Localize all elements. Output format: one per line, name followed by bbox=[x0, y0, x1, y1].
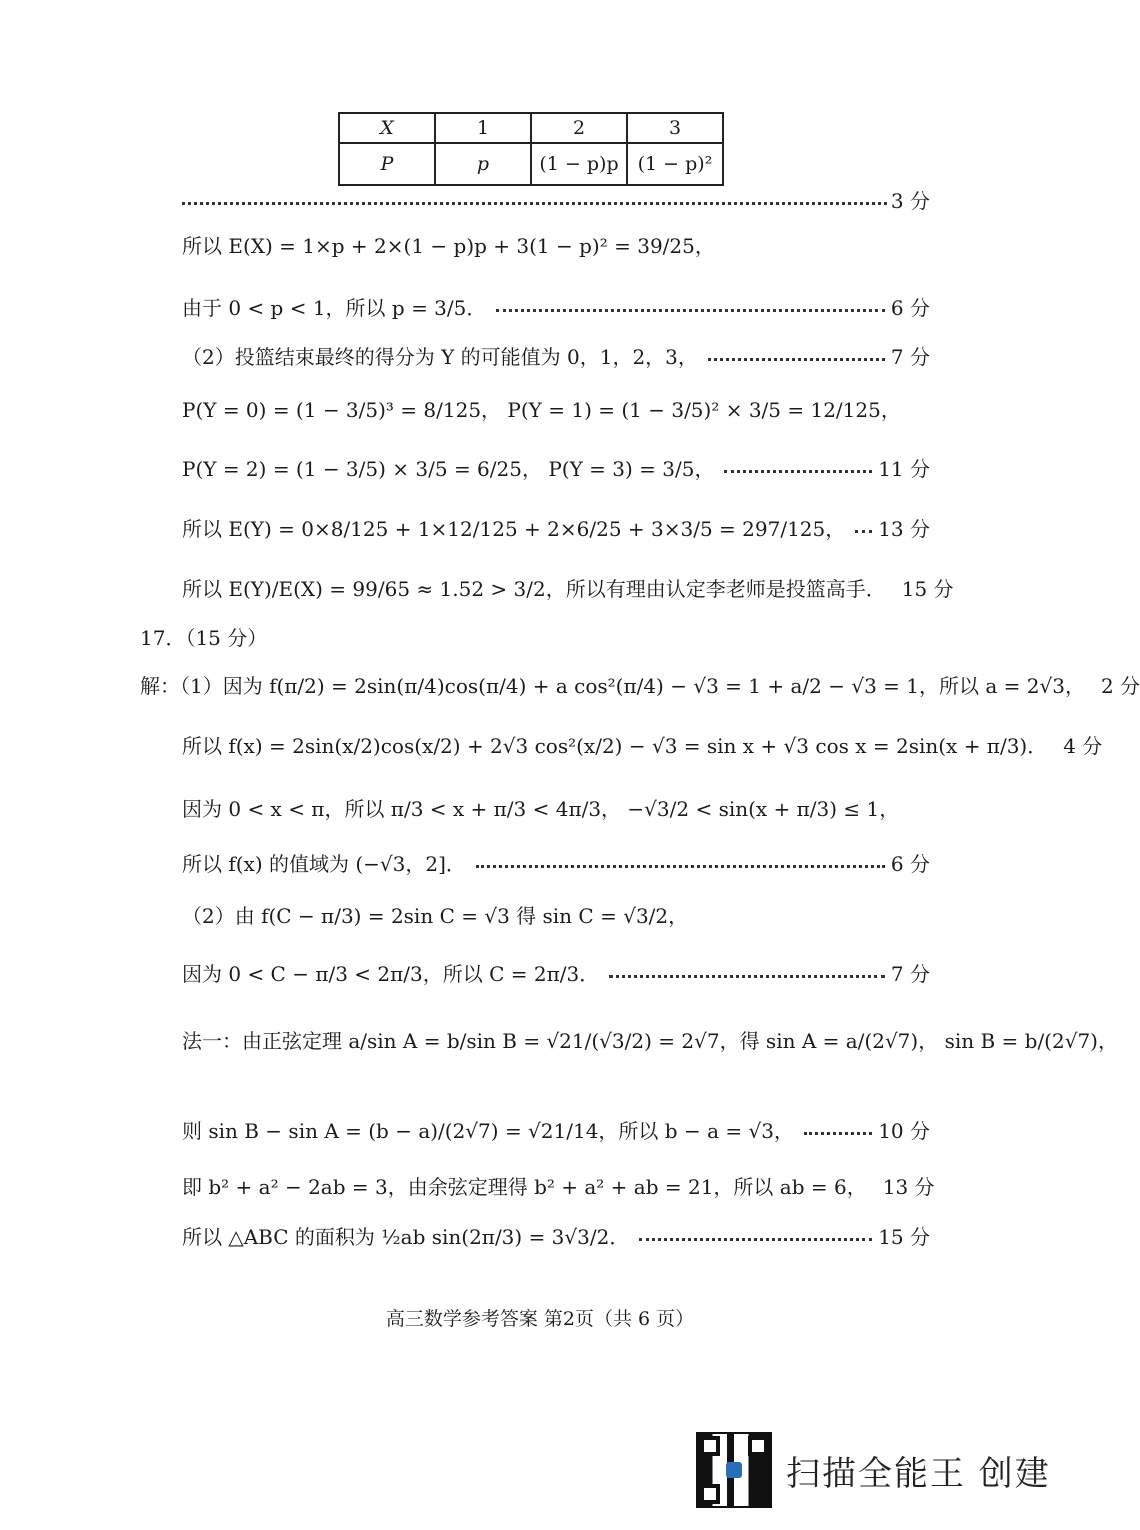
distribution-table bbox=[338, 112, 724, 186]
equation-text: （2）投篮结束最终的得分为 Y 的可能值为 0，1，2，3， bbox=[182, 344, 698, 369]
qr-code-icon bbox=[696, 1432, 772, 1508]
problem-heading bbox=[140, 612, 930, 660]
equation-text: 所以 f(x) = 2sin(x/2)cos(x/2) + 2√3 cos²(x/2) − √3 = sin x + √3 cos x = 2sin(x + π/3)． bbox=[182, 733, 1048, 758]
score: 3 分 bbox=[890, 188, 930, 213]
table-row bbox=[339, 143, 723, 185]
solution-line bbox=[182, 331, 930, 379]
equation-text: 由于 0 < p < 1，所以 p = 3/5． bbox=[182, 295, 487, 320]
leader-dots bbox=[609, 975, 885, 978]
solution-line bbox=[182, 948, 930, 996]
equation-text: 法一：由正弦定理 a/sin A = b/sin B = √21/(√3/2) = 2√7，得 sin A = a/(2√7)， sin B = b/(2√7)， bbox=[182, 1028, 1118, 1053]
leader-dots bbox=[724, 470, 872, 473]
score: 15 分 bbox=[878, 1224, 930, 1249]
equation-text: 即 b² + a² − 2ab = 3，由余弦定理得 b² + a² + ab = 21，所以 ab = 6， bbox=[182, 1174, 867, 1199]
scanner-watermark bbox=[696, 1432, 1051, 1508]
solution-line bbox=[182, 720, 1103, 768]
score: 11 分 bbox=[878, 456, 930, 481]
leader-dots bbox=[476, 865, 885, 868]
equation-text: 所以 E(Y)/E(X) = 99/65 ≈ 1.52 > 3/2，所以有理由认定李老师是投篮高手． bbox=[182, 576, 886, 601]
score: 15 分 bbox=[901, 576, 954, 601]
score: 6 分 bbox=[890, 295, 930, 320]
leader-dots bbox=[804, 1132, 872, 1135]
score: 4 分 bbox=[1063, 733, 1103, 758]
solution-line bbox=[182, 1105, 930, 1153]
solution-line bbox=[182, 384, 930, 432]
solution-line bbox=[182, 503, 930, 551]
score: 7 分 bbox=[890, 961, 930, 986]
solution-line bbox=[182, 1211, 930, 1259]
table-cell: (1 − p)² bbox=[627, 143, 723, 185]
score: 6 分 bbox=[890, 851, 930, 876]
equation-text: 则 sin B − sin A = (b − a)/(2√7) = √21/14，所以 b − a = √3， bbox=[182, 1118, 794, 1143]
leader-dots bbox=[496, 309, 885, 312]
leader-dots bbox=[708, 358, 885, 361]
equation-text: P(Y = 2) = (1 − 3/5) × 3/5 = 6/25， P(Y = 3) = 3/5， bbox=[182, 456, 715, 481]
table-cell: (1 − p)p bbox=[531, 143, 627, 185]
solution-line bbox=[182, 563, 954, 611]
watermark-text: 扫描全能王 创建 bbox=[786, 1453, 1051, 1494]
equation-text: 所以 E(X) = 1×p + 2×(1 − p)p + 3(1 − p)² = 39/25， bbox=[182, 233, 715, 258]
table-cell: P bbox=[339, 143, 435, 185]
score-line bbox=[182, 184, 930, 214]
table-cell: p bbox=[435, 143, 531, 185]
solution-line bbox=[182, 1161, 935, 1209]
solution-line bbox=[182, 282, 930, 330]
page-footer: 高三数学参考答案 第2页（共 6 页） bbox=[385, 1308, 695, 1330]
equation-text: 因为 0 < C − π/3 < 2π/3，所以 C = 2π/3． bbox=[182, 961, 600, 986]
equation-text: （2）由 f(C − π/3) = 2sin C = √3 得 sin C = √3/2， bbox=[182, 903, 689, 928]
score: 7 分 bbox=[890, 344, 930, 369]
equation-text: 解：（1）因为 f(π/2) = 2sin(π/4)cos(π/4) + a cos²(π/4) − √3 = 1 + a/2 − √3 = 1，所以 a = 2√3， bbox=[140, 673, 1085, 698]
solution-line bbox=[182, 1015, 1118, 1063]
equation-text: 因为 0 < x < π，所以 π/3 < x + π/3 < 4π/3， −√3/2 < sin(x + π/3) ≤ 1， bbox=[182, 796, 900, 821]
leader-dots bbox=[855, 530, 872, 533]
heading-text: 17．（15 分） bbox=[140, 625, 268, 650]
score: 13 分 bbox=[878, 516, 930, 541]
equation-text: P(Y = 0) = (1 − 3/5)³ = 8/125， P(Y = 1) = (1 − 3/5)² × 3/5 = 12/125， bbox=[182, 397, 901, 422]
table-row bbox=[339, 113, 723, 143]
score: 13 分 bbox=[882, 1174, 935, 1199]
solution-line bbox=[140, 660, 1140, 708]
solution-line bbox=[182, 443, 930, 491]
equation-text: 所以 E(Y) = 0×8/125 + 1×12/125 + 2×6/25 + 3×3/5 = 297/125， bbox=[182, 516, 846, 541]
solution-line bbox=[182, 890, 930, 938]
solution-line bbox=[182, 220, 930, 268]
leader-dots bbox=[639, 1238, 872, 1241]
table-cell: 3 bbox=[627, 113, 723, 143]
table-cell: X bbox=[339, 113, 435, 143]
equation-text: 所以 f(x) 的值域为 (−√3，2]． bbox=[182, 851, 466, 876]
table-cell: 2 bbox=[531, 113, 627, 143]
solution-line bbox=[182, 783, 930, 831]
score: 2 分 bbox=[1100, 673, 1140, 698]
leader-dots bbox=[182, 202, 887, 205]
score: 10 分 bbox=[878, 1118, 930, 1143]
table-cell: 1 bbox=[435, 113, 531, 143]
solution-line bbox=[182, 838, 930, 886]
equation-text: 所以 △ABC 的面积为 ½ab sin(2π/3) = 3√3/2． bbox=[182, 1224, 630, 1249]
